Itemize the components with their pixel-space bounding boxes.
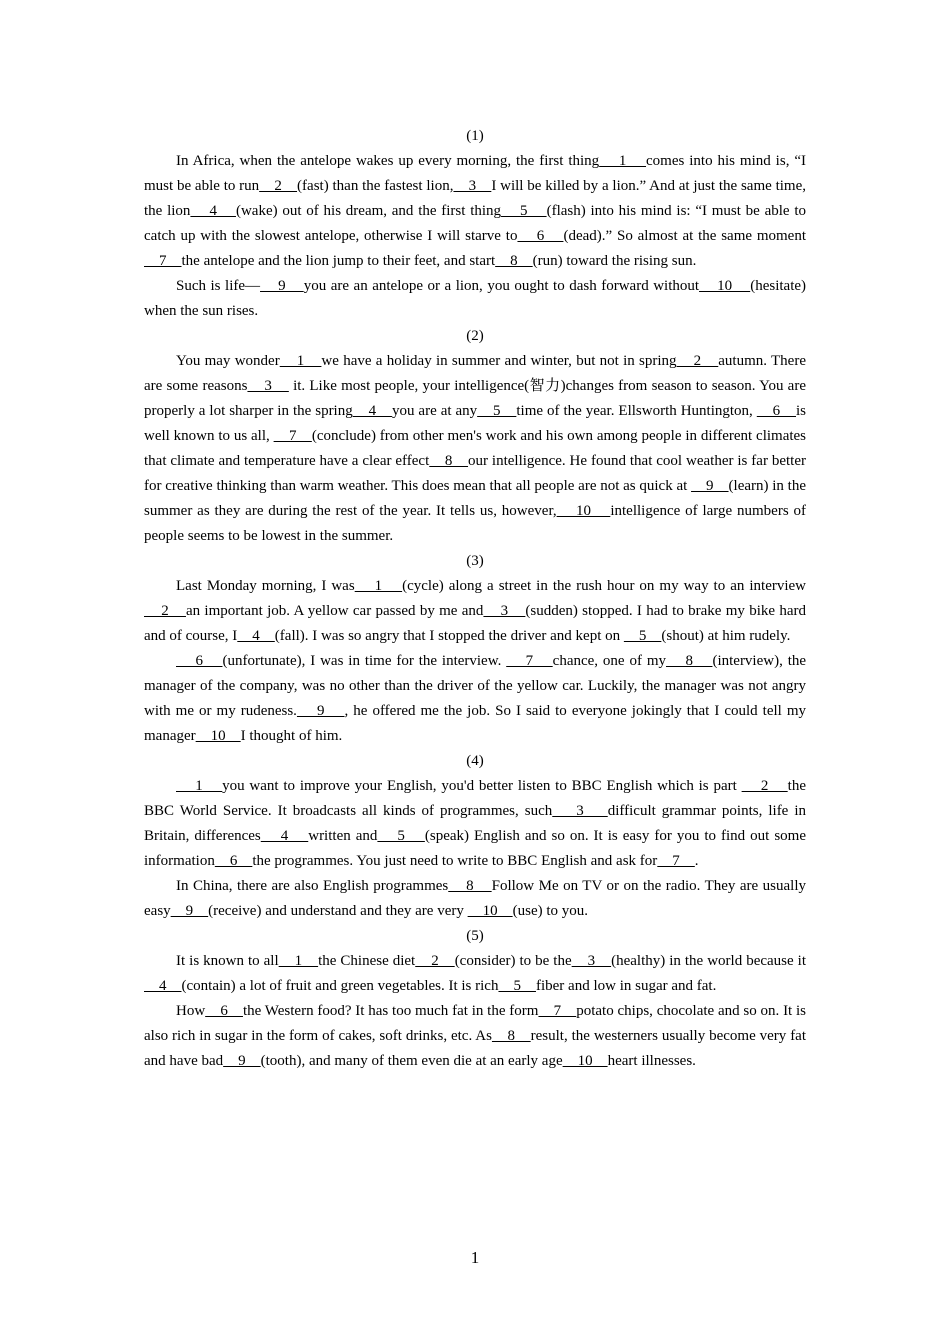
text: the programmes. You just need to write to BBC English and ask for (252, 853, 658, 869)
paragraph (144, 649, 806, 749)
text: (receive) and understand and they are very (208, 903, 468, 919)
text: It is known to all (176, 953, 279, 969)
text: the Western food? It has too much fat in the form (242, 1003, 539, 1019)
text: the BBC World Service. It broadcasts all kinds of programmes, such (144, 778, 806, 819)
blank[interactable]: 9 (691, 478, 729, 494)
blank[interactable]: 7 (144, 253, 182, 269)
text: the Chinese diet (318, 953, 416, 969)
text: (conclude) from other men's work and his own among people in different climates that climate and temperature have a clear effect (144, 428, 807, 469)
text: is well known to us all, (144, 403, 807, 444)
paragraph (144, 574, 806, 649)
page-number: 1 (470, 1248, 480, 1267)
text: (consider) to be the (454, 953, 572, 969)
blank[interactable]: 5 (477, 403, 517, 419)
text: How (176, 1003, 206, 1019)
text: (flash) into his mind is: “I must be able to catch up with the slowest antelope, otherwise I will starve to (144, 203, 807, 244)
blank[interactable]: 3 (552, 803, 608, 819)
blank[interactable]: 3 (571, 953, 612, 969)
text: (fast) than the fastest lion, (297, 178, 454, 194)
blank[interactable]: 7 (506, 653, 553, 669)
blank[interactable]: 3 (453, 178, 492, 194)
text: . (694, 853, 699, 869)
blank[interactable]: 2 (741, 778, 788, 794)
text: we have a holiday in summer and winter, but not in spring (321, 353, 677, 369)
section-title: (5) (466, 928, 484, 944)
text: time of the year. Ellsworth Huntington, (516, 403, 757, 419)
section-title: (1) (466, 128, 484, 144)
exercise-content (144, 124, 806, 1074)
blank[interactable]: 10 (195, 728, 241, 744)
text: (hesitate) when the sun rises. (144, 278, 807, 319)
text: , he offered me the job. So I said to everyone jokingly that I could tell my manager (144, 703, 806, 744)
text: comes into his mind is, “I must be able to run (144, 153, 807, 194)
text: an important job. A yellow car passed by me and (185, 603, 484, 619)
paragraph (144, 149, 806, 274)
blank[interactable]: 6 (517, 228, 564, 244)
blank[interactable]: 6 (214, 853, 253, 869)
section-title: (2) (466, 328, 484, 344)
text: you are an antelope or a lion, you ought to dash forward without (303, 278, 700, 294)
blank[interactable]: 1 (354, 578, 403, 594)
text: (run) toward the rising sun. (532, 253, 697, 269)
text: result, the westerners usually become very fat and have bad (144, 1028, 807, 1069)
section-title: (3) (466, 553, 484, 569)
text: (healthy) in the world because it (611, 953, 806, 969)
text: In China, there are also English programmes (176, 878, 449, 894)
text: I thought of him. (240, 728, 343, 744)
text: (shout) at him rudely. (661, 628, 791, 644)
blank[interactable]: 7 (538, 1003, 577, 1019)
blank[interactable]: 9 (223, 1053, 261, 1069)
blank[interactable]: 7 (657, 853, 695, 869)
blank[interactable]: 4 (352, 403, 392, 419)
text: potato chips, chocolate and so on. It is also rich in sugar in the form of cakes, soft drinks, etc. As (144, 1003, 807, 1044)
paragraph (144, 949, 806, 999)
blank[interactable]: 5 (377, 828, 425, 844)
text: difficult grammar points, life in Britain, differences (144, 803, 807, 844)
text: (wake) out of his dream, and the first thing (235, 203, 502, 219)
text: you are at any (391, 403, 478, 419)
text: (interview), the manager of the company, was no other than the driver of the yellow car. Luckily, the manager was not angry with me or my rudeness. (144, 653, 807, 719)
blank[interactable]: 3 (483, 603, 526, 619)
blank[interactable]: 9 (260, 278, 304, 294)
blank[interactable]: 10 (467, 903, 513, 919)
text: written and (308, 828, 378, 844)
blank[interactable]: 6 (176, 653, 223, 669)
text: the antelope and the lion jump to their feet, and start (181, 253, 496, 269)
blank[interactable]: 5 (623, 628, 662, 644)
blank[interactable]: 2 (144, 603, 186, 619)
blank[interactable]: 6 (205, 1003, 243, 1019)
blank[interactable]: 8 (495, 253, 533, 269)
text: autumn. There are some reasons (144, 353, 806, 394)
text: it. Like most people, your intelligence(智力)changes from season to season. You are properly a lot sharper in the spring (144, 378, 806, 419)
blank[interactable]: 1 (279, 353, 322, 369)
blank[interactable]: 2 (676, 353, 719, 369)
blank[interactable]: 5 (498, 978, 536, 994)
blank[interactable]: 6 (756, 403, 796, 419)
blank[interactable]: 4 (144, 978, 182, 994)
text: (cycle) along a street in the rush hour on my way to an interview (402, 578, 807, 594)
text: (sudden) stopped. I had to brake my bike hard and of course, I (144, 603, 807, 644)
paragraph (144, 874, 806, 924)
blank[interactable]: 10 (556, 503, 611, 519)
text: (fall). I was so angry that I stopped the driver and kept on (274, 628, 624, 644)
blank[interactable]: 4 (237, 628, 275, 644)
text: (use) to you. (512, 903, 589, 919)
text: Such is life— (176, 278, 261, 294)
blank[interactable]: 2 (415, 953, 455, 969)
text: fiber and low in sugar and fat. (535, 978, 717, 994)
blank[interactable]: 8 (429, 453, 469, 469)
blank[interactable]: 9 (296, 703, 345, 719)
blank[interactable]: 8 (491, 1028, 531, 1044)
section-title: (4) (466, 753, 484, 769)
blank[interactable]: 9 (170, 903, 209, 919)
paragraph (144, 349, 806, 549)
blank[interactable]: 4 (190, 203, 236, 219)
text: (learn) in the summer as they are during the rest of the year. It tells us, however, (144, 478, 807, 519)
blank[interactable]: 2 (259, 178, 298, 194)
paragraph (144, 999, 806, 1074)
blank[interactable]: 10 (562, 1053, 608, 1069)
text: (tooth), and many of them even die at an early age (260, 1053, 563, 1069)
text: (speak) English and so on. It is easy for you to find out some information (144, 828, 807, 869)
blank[interactable]: 8 (665, 653, 713, 669)
text: (unfortunate), I was in time for the interview. (222, 653, 507, 669)
blank[interactable]: 1 (278, 953, 319, 969)
blank[interactable]: 10 (699, 278, 751, 294)
text: In Africa, when the antelope wakes up every morning, the first thing (176, 153, 600, 169)
blank[interactable]: 8 (448, 878, 492, 894)
text: (dead).” So almost at the same moment (563, 228, 807, 244)
text: you want to improve your English, you'd better listen to BBC English which is part (222, 778, 742, 794)
blank[interactable]: 4 (260, 828, 309, 844)
blank[interactable]: 1 (176, 778, 223, 794)
text: intelligence of large numbers of people seems to be lowest in the summer. (144, 503, 807, 544)
text: You may wonder (176, 353, 280, 369)
blank[interactable]: 1 (599, 153, 647, 169)
paragraph (144, 774, 806, 874)
text: heart illnesses. (607, 1053, 696, 1069)
text: chance, one of my (552, 653, 666, 669)
blank[interactable]: 7 (273, 428, 312, 444)
text: our intelligence. He found that cool weather is far better for creative thinking than warm weather. This does mean that all people are not as quick at (144, 453, 806, 494)
blank[interactable]: 3 (247, 378, 289, 394)
text: I will be killed by a lion.” And at just the same time, the lion (144, 178, 806, 219)
paragraph (144, 274, 806, 324)
text: Last Monday morning, I was (176, 578, 355, 594)
blank[interactable]: 5 (501, 203, 547, 219)
text: Follow Me on TV or on the radio. They are usually easy (144, 878, 807, 919)
text: (contain) a lot of fruit and green vegetables. It is rich (181, 978, 499, 994)
